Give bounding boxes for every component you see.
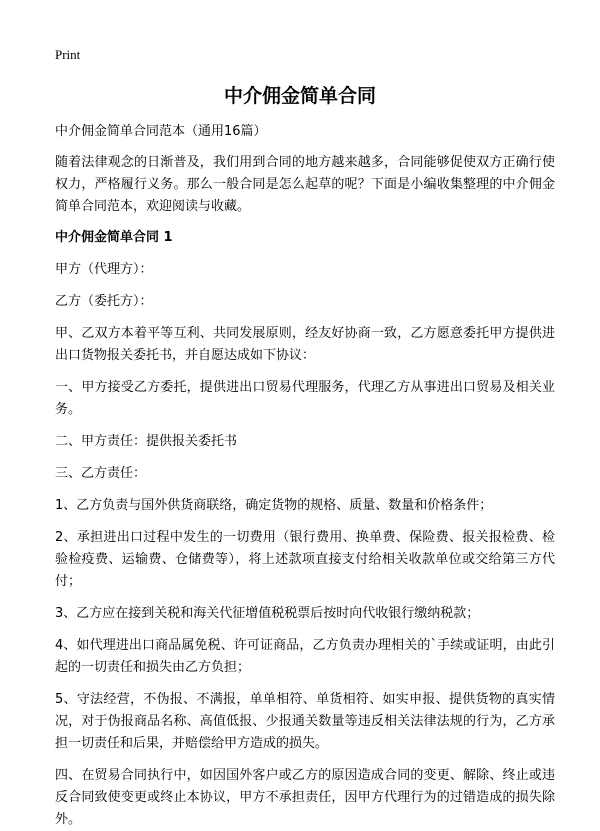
section-heading: 中介佣金简单合同 1	[55, 230, 173, 245]
party-a-line: 甲方（代理方）：	[55, 262, 153, 277]
clause-4: 四、在贸易合同执行中，如因国外客户或乙方的原因造成合同的变更、解除、终止或违反合同致使变更或终止本协议，甲方不承担责任，因甲方代理行为的过错造成的损失除外。	[55, 768, 555, 827]
clause-3-item-5: 5、守法经营，不伪报、不满报，单单相符、单货相符、如实申报、提供货物的真实情况，对于伪报商品名称、高值低报、少报通关数量等违反相关法律法规的行为，乙方承担一切责任和后果，并赔偿给甲方造成的损失。	[55, 692, 555, 751]
document-subtitle: 中介佣金简单合同范本（通用16篇）	[55, 124, 267, 139]
print-label: Print	[55, 47, 81, 62]
clause-3-item-3: 3、乙方应在接到关税和海关代征增值税税票后按时向代收银行缴纳税款；	[55, 606, 480, 621]
document-body	[55, 121, 555, 831]
agreement-intro-paragraph: 甲、乙双方本着平等互利、共同发展原则，经友好协商一致，乙方愿意委托甲方提供进出口货物报关委托书，并自愿达成如下协议：	[55, 326, 555, 363]
clause-3-heading: 三、乙方责任：	[55, 466, 147, 481]
clause-1: 一、甲方接受乙方委托，提供进出口贸易代理服务，代理乙方从事进出口贸易及相关业务。	[55, 380, 555, 417]
intro-paragraph: 随着法律观念的日渐普及，我们用到合同的地方越来越多，合同能够促使双方正确行使权力，严格履行义务。那么一般合同是怎么起草的呢？下面是小编收集整理的中介佣金简单合同范本，欢迎阅读与收藏。	[55, 155, 555, 214]
party-b-line: 乙方（委托方）：	[55, 294, 153, 309]
clause-3-item-1: 1、乙方负责与国外供货商联络，确定货物的规格、质量、数量和价格条件；	[55, 498, 493, 513]
document-title: 中介佣金简单合同	[223, 85, 376, 107]
clause-2: 二、甲方责任：提供报关委托书	[55, 434, 238, 449]
clause-3-item-2: 2、承担进出口过程中发生的一切费用（银行费用、换单费、保险费、报关报检费、检验检疫费、运输费、仓储费等），将上述款项直接支付给相关收款单位或交给第三方代付；	[55, 530, 555, 589]
clause-3-item-4: 4、如代理进出口商品属免税、许可证商品，乙方负责办理相关的`手续或证明，由此引起的一切责任和损失由乙方负担；	[55, 638, 555, 675]
